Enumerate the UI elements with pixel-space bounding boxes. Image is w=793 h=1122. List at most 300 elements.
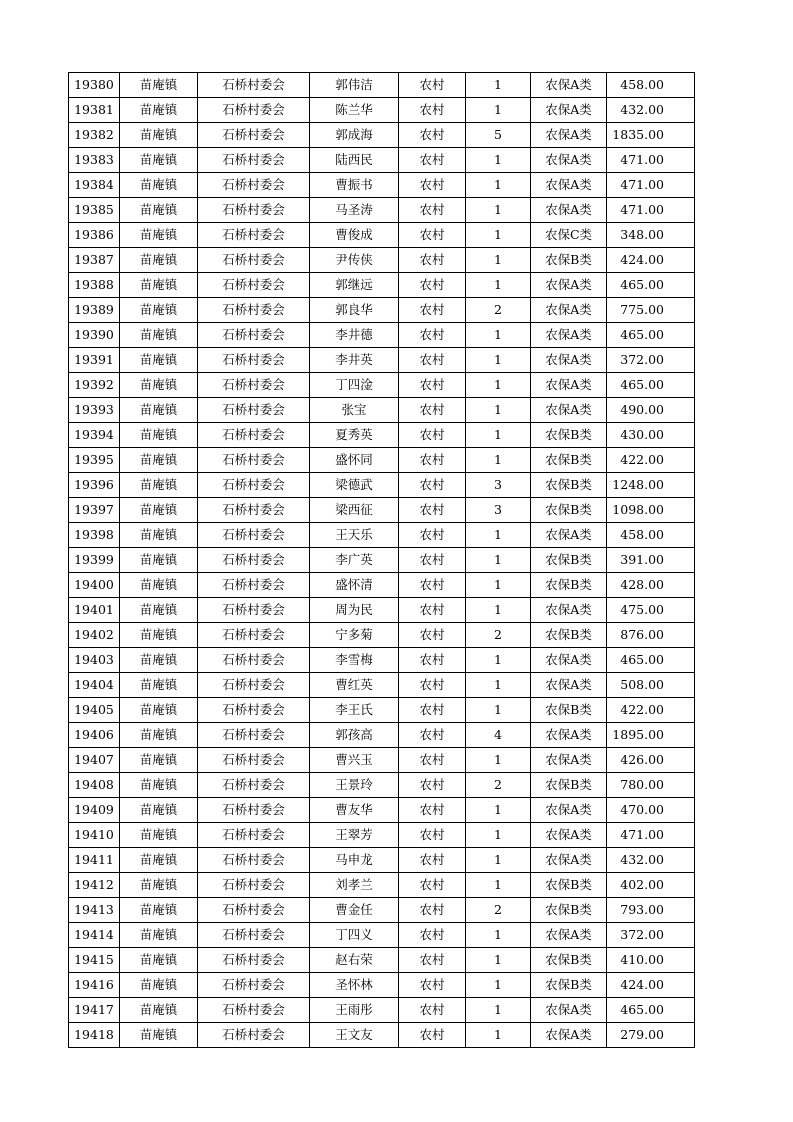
person-name-cell: 李王氏 (310, 698, 399, 723)
village-committee-cell: 石桥村委会 (198, 873, 310, 898)
area-type-cell: 农村 (399, 148, 466, 173)
record-id-cell: 19399 (69, 548, 120, 573)
area-type-cell: 农村 (399, 598, 466, 623)
household-count-cell: 1 (466, 598, 531, 623)
person-name-cell: 曹兴玉 (310, 748, 399, 773)
person-name-cell: 李井德 (310, 323, 399, 348)
person-name-cell: 梁西征 (310, 498, 399, 523)
person-name-cell: 郭伟洁 (310, 73, 399, 98)
amount-cell: 430.00 (607, 423, 695, 448)
insurance-category-cell: 农保A类 (531, 723, 607, 748)
insurance-category-cell: 农保B类 (531, 548, 607, 573)
insurance-category-cell: 农保B类 (531, 498, 607, 523)
village-committee-cell: 石桥村委会 (198, 423, 310, 448)
household-count-cell: 1 (466, 73, 531, 98)
village-committee-cell: 石桥村委会 (198, 648, 310, 673)
insurance-category-cell: 农保B类 (531, 898, 607, 923)
household-count-cell: 1 (466, 98, 531, 123)
record-id-cell: 19415 (69, 948, 120, 973)
town-cell: 苗庵镇 (120, 698, 198, 723)
village-committee-cell: 石桥村委会 (198, 773, 310, 798)
insurance-category-cell: 农保A类 (531, 848, 607, 873)
household-count-cell: 1 (466, 948, 531, 973)
person-name-cell: 陆西民 (310, 148, 399, 173)
person-name-cell: 夏秀英 (310, 423, 399, 448)
person-name-cell: 马申龙 (310, 848, 399, 873)
table-row (69, 823, 695, 848)
insurance-category-cell: 农保A类 (531, 348, 607, 373)
town-cell: 苗庵镇 (120, 648, 198, 673)
amount-cell: 458.00 (607, 523, 695, 548)
town-cell: 苗庵镇 (120, 673, 198, 698)
area-type-cell: 农村 (399, 873, 466, 898)
amount-cell: 508.00 (607, 673, 695, 698)
town-cell: 苗庵镇 (120, 98, 198, 123)
household-count-cell: 1 (466, 673, 531, 698)
table-row (69, 223, 695, 248)
insurance-category-cell: 农保B类 (531, 473, 607, 498)
record-id-cell: 19410 (69, 823, 120, 848)
person-name-cell: 郭继远 (310, 273, 399, 298)
village-committee-cell: 石桥村委会 (198, 923, 310, 948)
amount-cell: 471.00 (607, 173, 695, 198)
town-cell: 苗庵镇 (120, 473, 198, 498)
insurance-category-cell: 农保A类 (531, 673, 607, 698)
table-row (69, 598, 695, 623)
village-committee-cell: 石桥村委会 (198, 973, 310, 998)
area-type-cell: 农村 (399, 848, 466, 873)
person-name-cell: 王景玲 (310, 773, 399, 798)
amount-cell: 372.00 (607, 348, 695, 373)
household-count-cell: 3 (466, 498, 531, 523)
person-name-cell: 曹友华 (310, 798, 399, 823)
town-cell: 苗庵镇 (120, 498, 198, 523)
village-committee-cell: 石桥村委会 (198, 298, 310, 323)
table-row (69, 498, 695, 523)
table-row (69, 423, 695, 448)
village-committee-cell: 石桥村委会 (198, 323, 310, 348)
town-cell: 苗庵镇 (120, 798, 198, 823)
table-row (69, 848, 695, 873)
record-id-cell: 19381 (69, 98, 120, 123)
record-id-cell: 19380 (69, 73, 120, 98)
table-row (69, 548, 695, 573)
household-count-cell: 1 (466, 798, 531, 823)
amount-cell: 1098.00 (607, 498, 695, 523)
person-name-cell: 赵右荣 (310, 948, 399, 973)
table-row (69, 348, 695, 373)
amount-cell: 422.00 (607, 448, 695, 473)
person-name-cell: 李井英 (310, 348, 399, 373)
village-committee-cell: 石桥村委会 (198, 798, 310, 823)
insurance-category-cell: 农保B类 (531, 698, 607, 723)
town-cell: 苗庵镇 (120, 748, 198, 773)
household-count-cell: 2 (466, 773, 531, 798)
amount-cell: 775.00 (607, 298, 695, 323)
amount-cell: 780.00 (607, 773, 695, 798)
amount-cell: 424.00 (607, 973, 695, 998)
household-count-cell: 1 (466, 423, 531, 448)
area-type-cell: 农村 (399, 173, 466, 198)
village-committee-cell: 石桥村委会 (198, 123, 310, 148)
table-row (69, 698, 695, 723)
town-cell: 苗庵镇 (120, 548, 198, 573)
table-row (69, 273, 695, 298)
amount-cell: 793.00 (607, 898, 695, 923)
amount-cell: 402.00 (607, 873, 695, 898)
person-name-cell: 曹俊成 (310, 223, 399, 248)
household-count-cell: 1 (466, 548, 531, 573)
village-committee-cell: 石桥村委会 (198, 498, 310, 523)
table-row (69, 123, 695, 148)
insurance-category-cell: 农保A类 (531, 523, 607, 548)
area-type-cell: 农村 (399, 448, 466, 473)
record-id-cell: 19385 (69, 198, 120, 223)
household-count-cell: 1 (466, 998, 531, 1023)
insurance-category-cell: 农保A类 (531, 273, 607, 298)
town-cell: 苗庵镇 (120, 848, 198, 873)
amount-cell: 432.00 (607, 98, 695, 123)
amount-cell: 422.00 (607, 698, 695, 723)
amount-cell: 279.00 (607, 1023, 695, 1048)
record-id-cell: 19404 (69, 673, 120, 698)
table-row (69, 448, 695, 473)
town-cell: 苗庵镇 (120, 223, 198, 248)
household-count-cell: 1 (466, 573, 531, 598)
village-committee-cell: 石桥村委会 (198, 598, 310, 623)
area-type-cell: 农村 (399, 198, 466, 223)
amount-cell: 426.00 (607, 748, 695, 773)
insurance-category-cell: 农保A类 (531, 398, 607, 423)
record-id-cell: 19407 (69, 748, 120, 773)
insurance-category-cell: 农保B类 (531, 873, 607, 898)
area-type-cell: 农村 (399, 373, 466, 398)
village-committee-cell: 石桥村委会 (198, 248, 310, 273)
record-id-cell: 19414 (69, 923, 120, 948)
insurance-category-cell: 农保A类 (531, 823, 607, 848)
town-cell: 苗庵镇 (120, 323, 198, 348)
area-type-cell: 农村 (399, 498, 466, 523)
village-committee-cell: 石桥村委会 (198, 998, 310, 1023)
amount-cell: 458.00 (607, 73, 695, 98)
insurance-category-cell: 农保B类 (531, 623, 607, 648)
record-id-cell: 19390 (69, 323, 120, 348)
amount-cell: 432.00 (607, 848, 695, 873)
household-count-cell: 2 (466, 623, 531, 648)
record-id-cell: 19401 (69, 598, 120, 623)
record-id-cell: 19418 (69, 1023, 120, 1048)
table-row (69, 873, 695, 898)
area-type-cell: 农村 (399, 473, 466, 498)
record-id-cell: 19383 (69, 148, 120, 173)
person-name-cell: 梁德武 (310, 473, 399, 498)
record-id-cell: 19409 (69, 798, 120, 823)
record-id-cell: 19392 (69, 373, 120, 398)
person-name-cell: 丁四淦 (310, 373, 399, 398)
village-committee-cell: 石桥村委会 (198, 373, 310, 398)
town-cell: 苗庵镇 (120, 873, 198, 898)
town-cell: 苗庵镇 (120, 523, 198, 548)
record-id-cell: 19391 (69, 348, 120, 373)
table-row (69, 323, 695, 348)
town-cell: 苗庵镇 (120, 723, 198, 748)
insurance-category-cell: 农保A类 (531, 798, 607, 823)
area-type-cell: 农村 (399, 223, 466, 248)
person-name-cell: 郭良华 (310, 298, 399, 323)
insurance-category-cell: 农保B类 (531, 948, 607, 973)
household-count-cell: 1 (466, 148, 531, 173)
town-cell: 苗庵镇 (120, 348, 198, 373)
area-type-cell: 农村 (399, 698, 466, 723)
amount-cell: 348.00 (607, 223, 695, 248)
person-name-cell: 丁四义 (310, 923, 399, 948)
table-row (69, 798, 695, 823)
village-committee-cell: 石桥村委会 (198, 223, 310, 248)
amount-cell: 465.00 (607, 323, 695, 348)
table-row (69, 73, 695, 98)
amount-cell: 424.00 (607, 248, 695, 273)
town-cell: 苗庵镇 (120, 173, 198, 198)
town-cell: 苗庵镇 (120, 398, 198, 423)
area-type-cell: 农村 (399, 923, 466, 948)
table-row (69, 473, 695, 498)
household-count-cell: 1 (466, 848, 531, 873)
record-id-cell: 19403 (69, 648, 120, 673)
household-count-cell: 1 (466, 748, 531, 773)
insurance-category-cell: 农保A类 (531, 323, 607, 348)
record-id-cell: 19398 (69, 523, 120, 548)
town-cell: 苗庵镇 (120, 948, 198, 973)
record-id-cell: 19388 (69, 273, 120, 298)
town-cell: 苗庵镇 (120, 148, 198, 173)
table-row (69, 723, 695, 748)
area-type-cell: 农村 (399, 948, 466, 973)
town-cell: 苗庵镇 (120, 573, 198, 598)
household-count-cell: 1 (466, 448, 531, 473)
record-id-cell: 19405 (69, 698, 120, 723)
village-committee-cell: 石桥村委会 (198, 98, 310, 123)
area-type-cell: 农村 (399, 323, 466, 348)
household-count-cell: 1 (466, 523, 531, 548)
amount-cell: 1835.00 (607, 123, 695, 148)
table-row (69, 523, 695, 548)
table-row (69, 98, 695, 123)
household-count-cell: 2 (466, 898, 531, 923)
table-body (69, 73, 695, 1048)
amount-cell: 1895.00 (607, 723, 695, 748)
area-type-cell: 农村 (399, 273, 466, 298)
record-id-cell: 19394 (69, 423, 120, 448)
village-committee-cell: 石桥村委会 (198, 898, 310, 923)
town-cell: 苗庵镇 (120, 448, 198, 473)
household-count-cell: 1 (466, 348, 531, 373)
area-type-cell: 农村 (399, 248, 466, 273)
village-committee-cell: 石桥村委会 (198, 198, 310, 223)
area-type-cell: 农村 (399, 973, 466, 998)
insurance-category-cell: 农保B类 (531, 423, 607, 448)
table-row (69, 398, 695, 423)
amount-cell: 876.00 (607, 623, 695, 648)
table-row (69, 998, 695, 1023)
household-count-cell: 3 (466, 473, 531, 498)
amount-cell: 428.00 (607, 573, 695, 598)
household-count-cell: 1 (466, 823, 531, 848)
record-id-cell: 19408 (69, 773, 120, 798)
area-type-cell: 农村 (399, 423, 466, 448)
village-committee-cell: 石桥村委会 (198, 73, 310, 98)
table-row (69, 898, 695, 923)
village-committee-cell: 石桥村委会 (198, 698, 310, 723)
area-type-cell: 农村 (399, 723, 466, 748)
amount-cell: 372.00 (607, 923, 695, 948)
area-type-cell: 农村 (399, 673, 466, 698)
insurance-category-cell: 农保A类 (531, 1023, 607, 1048)
town-cell: 苗庵镇 (120, 123, 198, 148)
town-cell: 苗庵镇 (120, 898, 198, 923)
record-id-cell: 19397 (69, 498, 120, 523)
table-row (69, 623, 695, 648)
household-count-cell: 1 (466, 223, 531, 248)
insurance-category-cell: 农保B类 (531, 448, 607, 473)
insurance-category-cell: 农保A类 (531, 123, 607, 148)
person-name-cell: 刘孝兰 (310, 873, 399, 898)
village-committee-cell: 石桥村委会 (198, 398, 310, 423)
table-row (69, 198, 695, 223)
household-count-cell: 1 (466, 973, 531, 998)
insurance-category-cell: 农保B类 (531, 973, 607, 998)
household-count-cell: 1 (466, 1023, 531, 1048)
household-count-cell: 1 (466, 323, 531, 348)
person-name-cell: 盛怀同 (310, 448, 399, 473)
table-row (69, 673, 695, 698)
amount-cell: 471.00 (607, 148, 695, 173)
amount-cell: 465.00 (607, 373, 695, 398)
town-cell: 苗庵镇 (120, 923, 198, 948)
town-cell: 苗庵镇 (120, 373, 198, 398)
town-cell: 苗庵镇 (120, 973, 198, 998)
area-type-cell: 农村 (399, 998, 466, 1023)
amount-cell: 470.00 (607, 798, 695, 823)
record-id-cell: 19402 (69, 623, 120, 648)
amount-cell: 490.00 (607, 398, 695, 423)
area-type-cell: 农村 (399, 798, 466, 823)
village-committee-cell: 石桥村委会 (198, 623, 310, 648)
insurance-category-cell: 农保A类 (531, 73, 607, 98)
town-cell: 苗庵镇 (120, 423, 198, 448)
person-name-cell: 王雨彤 (310, 998, 399, 1023)
person-name-cell: 尹传侠 (310, 248, 399, 273)
household-count-cell: 1 (466, 198, 531, 223)
table-row (69, 573, 695, 598)
town-cell: 苗庵镇 (120, 823, 198, 848)
area-type-cell: 农村 (399, 1023, 466, 1048)
village-committee-cell: 石桥村委会 (198, 848, 310, 873)
town-cell: 苗庵镇 (120, 623, 198, 648)
household-count-cell: 1 (466, 273, 531, 298)
amount-cell: 391.00 (607, 548, 695, 573)
village-committee-cell: 石桥村委会 (198, 573, 310, 598)
person-name-cell: 李雪梅 (310, 648, 399, 673)
household-count-cell: 1 (466, 698, 531, 723)
person-name-cell: 张宝 (310, 398, 399, 423)
record-id-cell: 19384 (69, 173, 120, 198)
table-row (69, 773, 695, 798)
area-type-cell: 农村 (399, 898, 466, 923)
town-cell: 苗庵镇 (120, 598, 198, 623)
table-row (69, 1023, 695, 1048)
village-committee-cell: 石桥村委会 (198, 548, 310, 573)
household-count-cell: 1 (466, 398, 531, 423)
person-name-cell: 王文友 (310, 1023, 399, 1048)
person-name-cell: 王翠芳 (310, 823, 399, 848)
person-name-cell: 王天乐 (310, 523, 399, 548)
person-name-cell: 李广英 (310, 548, 399, 573)
village-committee-cell: 石桥村委会 (198, 673, 310, 698)
person-name-cell: 盛怀清 (310, 573, 399, 598)
record-id-cell: 19396 (69, 473, 120, 498)
amount-cell: 465.00 (607, 648, 695, 673)
table-row (69, 248, 695, 273)
table-row (69, 648, 695, 673)
area-type-cell: 农村 (399, 523, 466, 548)
household-count-cell: 1 (466, 648, 531, 673)
insurance-category-cell: 农保A类 (531, 198, 607, 223)
insurance-category-cell: 农保A类 (531, 148, 607, 173)
town-cell: 苗庵镇 (120, 273, 198, 298)
household-count-cell: 2 (466, 298, 531, 323)
insurance-category-cell: 农保A类 (531, 598, 607, 623)
town-cell: 苗庵镇 (120, 1023, 198, 1048)
insurance-category-cell: 农保A类 (531, 923, 607, 948)
person-name-cell: 马圣涛 (310, 198, 399, 223)
area-type-cell: 农村 (399, 623, 466, 648)
town-cell: 苗庵镇 (120, 73, 198, 98)
area-type-cell: 农村 (399, 548, 466, 573)
table-row (69, 298, 695, 323)
household-count-cell: 4 (466, 723, 531, 748)
insurance-category-cell: 农保A类 (531, 748, 607, 773)
town-cell: 苗庵镇 (120, 248, 198, 273)
amount-cell: 471.00 (607, 823, 695, 848)
person-name-cell: 曹红英 (310, 673, 399, 698)
village-committee-cell: 石桥村委会 (198, 173, 310, 198)
town-cell: 苗庵镇 (120, 998, 198, 1023)
town-cell: 苗庵镇 (120, 773, 198, 798)
area-type-cell: 农村 (399, 773, 466, 798)
area-type-cell: 农村 (399, 748, 466, 773)
town-cell: 苗庵镇 (120, 298, 198, 323)
insurance-category-cell: 农保A类 (531, 173, 607, 198)
insurance-category-cell: 农保A类 (531, 373, 607, 398)
record-id-cell: 19416 (69, 973, 120, 998)
amount-cell: 475.00 (607, 598, 695, 623)
table-row (69, 948, 695, 973)
area-type-cell: 农村 (399, 298, 466, 323)
village-committee-cell: 石桥村委会 (198, 448, 310, 473)
insurance-category-cell: 农保C类 (531, 223, 607, 248)
table-row (69, 923, 695, 948)
village-committee-cell: 石桥村委会 (198, 523, 310, 548)
household-count-cell: 1 (466, 173, 531, 198)
amount-cell: 465.00 (607, 273, 695, 298)
insurance-category-cell: 农保B类 (531, 248, 607, 273)
person-name-cell: 圣怀林 (310, 973, 399, 998)
insurance-category-cell: 农保A类 (531, 98, 607, 123)
amount-cell: 465.00 (607, 998, 695, 1023)
person-name-cell: 曹金任 (310, 898, 399, 923)
household-count-cell: 1 (466, 923, 531, 948)
village-committee-cell: 石桥村委会 (198, 1023, 310, 1048)
